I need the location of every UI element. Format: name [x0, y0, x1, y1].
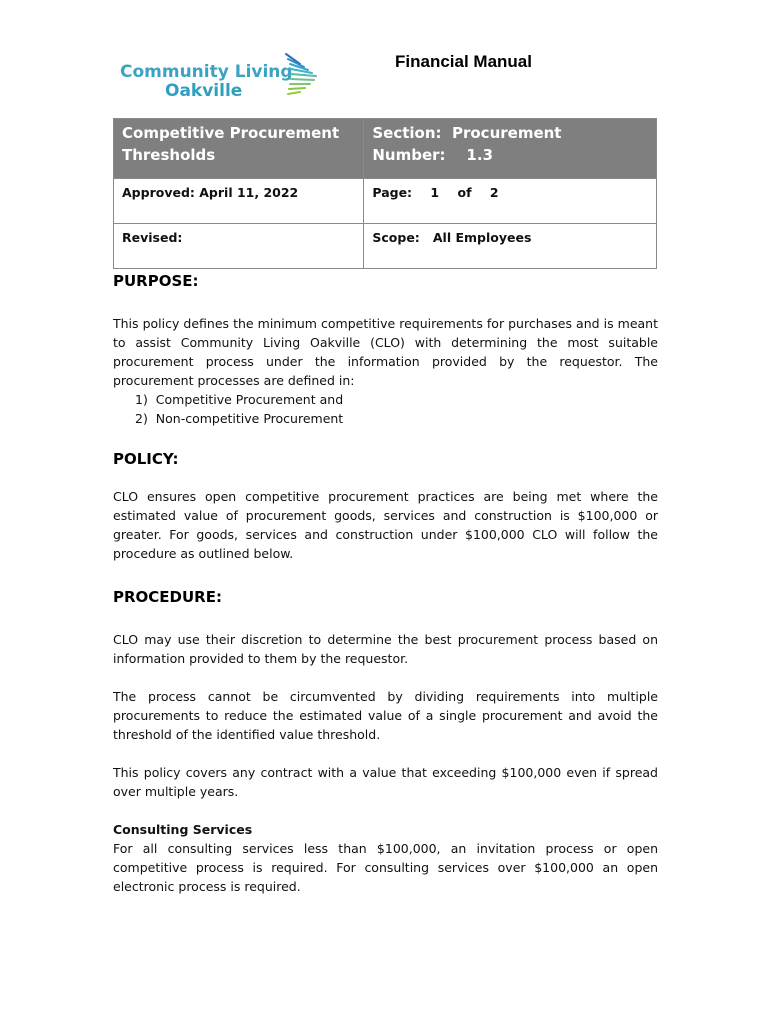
consulting-services-heading: Consulting Services	[113, 822, 253, 837]
page-total: 2	[489, 185, 499, 200]
organization-logo	[120, 50, 320, 105]
number-label: Number: 1.3	[372, 146, 494, 164]
logo-text-line2: Oakville	[165, 81, 243, 101]
list-item: 2) Non-competitive Procurement	[135, 411, 344, 426]
approved-row	[114, 179, 657, 224]
revised-cell: Revised:	[114, 224, 364, 269]
procedure-paragraph-3: This policy covers any contract with a value that exceeding $100,000 even if spread over multiple years.	[113, 765, 658, 799]
procurement-process-list	[113, 390, 658, 428]
consulting-services-section	[113, 820, 658, 896]
policy-info-table	[113, 118, 657, 269]
scope-cell: Scope: All Employees	[364, 224, 657, 269]
policy-info-header-row	[114, 119, 657, 179]
page-cell	[364, 179, 657, 224]
procedure-paragraph-1: CLO may use their discretion to determine the best procurement process based on information provided to them by the requestor.	[113, 632, 658, 666]
section-number-cell	[364, 119, 657, 179]
page-label: Page:	[372, 185, 413, 200]
policy-title-line2: Thresholds	[122, 146, 216, 164]
policy-heading: POLICY:	[113, 450, 179, 468]
revised-row	[114, 224, 657, 269]
procedure-heading: PROCEDURE:	[113, 588, 222, 606]
approved-cell: Approved: April 11, 2022	[114, 179, 364, 224]
logo-mark-icon	[280, 50, 320, 100]
section-label: Section: Procurement	[372, 124, 562, 142]
purpose-section	[113, 314, 658, 428]
consulting-services-paragraph: For all consulting services less than $100,000, an invitation process or open competitive process is required. For consulting services over $100,000 an open electronic process is required.	[113, 841, 658, 894]
page-number: 1	[430, 185, 440, 200]
policy-title-line1: Competitive Procurement	[122, 124, 340, 142]
page-of: of	[457, 185, 472, 200]
policy-title-cell	[114, 119, 364, 179]
purpose-heading: PURPOSE:	[113, 272, 199, 290]
procedure-paragraph-2: The process cannot be circumvented by dividing requirements into multiple procurements to reduce the estimated value of a single procurement and avoid the threshold of the identified value threshold.	[113, 689, 658, 742]
logo-text-line1: Community Living	[120, 62, 293, 82]
purpose-paragraph: This policy defines the minimum competitive requirements for purchases and is meant to assist Community Living Oakville (CLO) with determining the most suitable procurement process under the information provided by the requestor. The procurement processes are defined in:	[113, 316, 658, 388]
policy-paragraph: CLO ensures open competitive procurement practices are being met where the estimated value of procurement goods, services and construction is $100,000 or greater. For goods, services and construction under $100,000 CLO will follow the procedure as outlined below.	[113, 489, 658, 561]
manual-title: Financial Manual	[395, 52, 532, 71]
list-item: 1) Competitive Procurement and	[135, 392, 344, 407]
